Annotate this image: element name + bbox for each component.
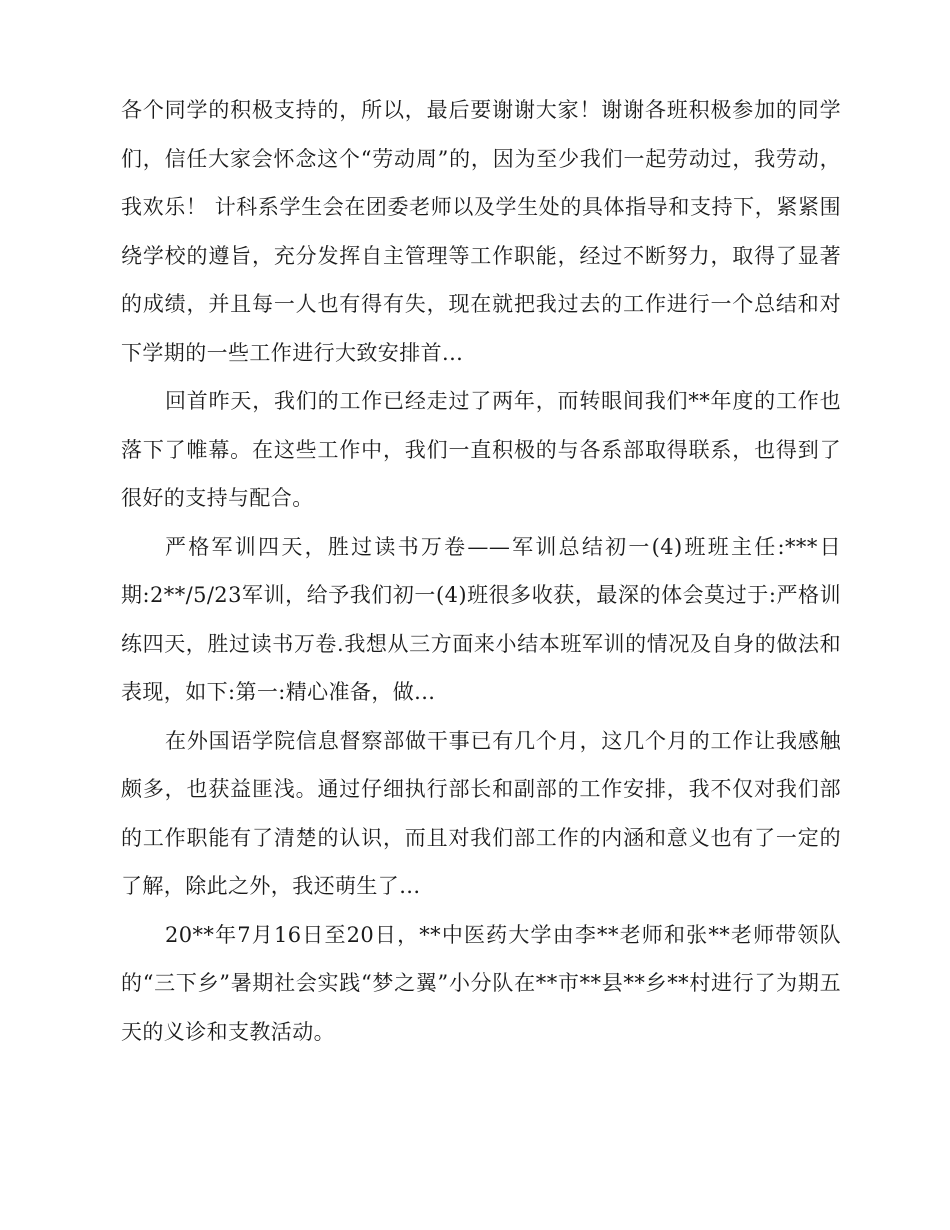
document-body [121, 86, 841, 1056]
paragraph-1: 各个同学的积极支持的，所以，最后要谢谢大家！谢谢各班积极参加的同学们，信任大家会怀念这个“劳动周”的，因为至少我们一起劳动过，我劳动，我欢乐！ 计科系学生会在团委老师以及学生处的具体指导和支持下，紧紧围绕学校的遵旨，充分发挥自主管理等工作职能，经过不断努力，取得了显著的成绩，并且每一人也有得有失，现在就把我过去的工作进行一个总结和对下学期的一些工作进行大致安排首... [121, 98, 841, 365]
paragraph-3: 严格军训四天，胜过读书万卷——军训总结初一(4)班班主任:***日期:2**/5/23军训，给予我们初一(4)班很多收获，最深的体会莫过于:严格训练四天，胜过读书万卷.我想从三方面来小结本班军训的情况及自身的做法和表现，如下:第一:精心准备，做... [121, 534, 841, 704]
paragraph-4: 在外国语学院信息督察部做干事已有几个月，这几个月的工作让我感触颇多，也获益匪浅。通过仔细执行部长和副部的工作安排，我不仅对我们部的工作职能有了清楚的认识，而且对我们部工作的内涵和意义也有了一定的了解，除此之外，我还萌生了... [121, 728, 841, 898]
paragraph-2: 回首昨天，我们的工作已经走过了两年，而转眼间我们**年度的工作也落下了帷幕。在这些工作中，我们一直积极的与各系部取得联系，也得到了很好的支持与配合。 [121, 389, 841, 510]
paragraph-5: 20**年7月16日至20日，**中医药大学由李**老师和张**老师带领队的“三下乡”暑期社会实践“梦之翼”小分队在**市**县**乡**村进行了为期五天的义诊和支教活动。 [121, 922, 841, 1044]
